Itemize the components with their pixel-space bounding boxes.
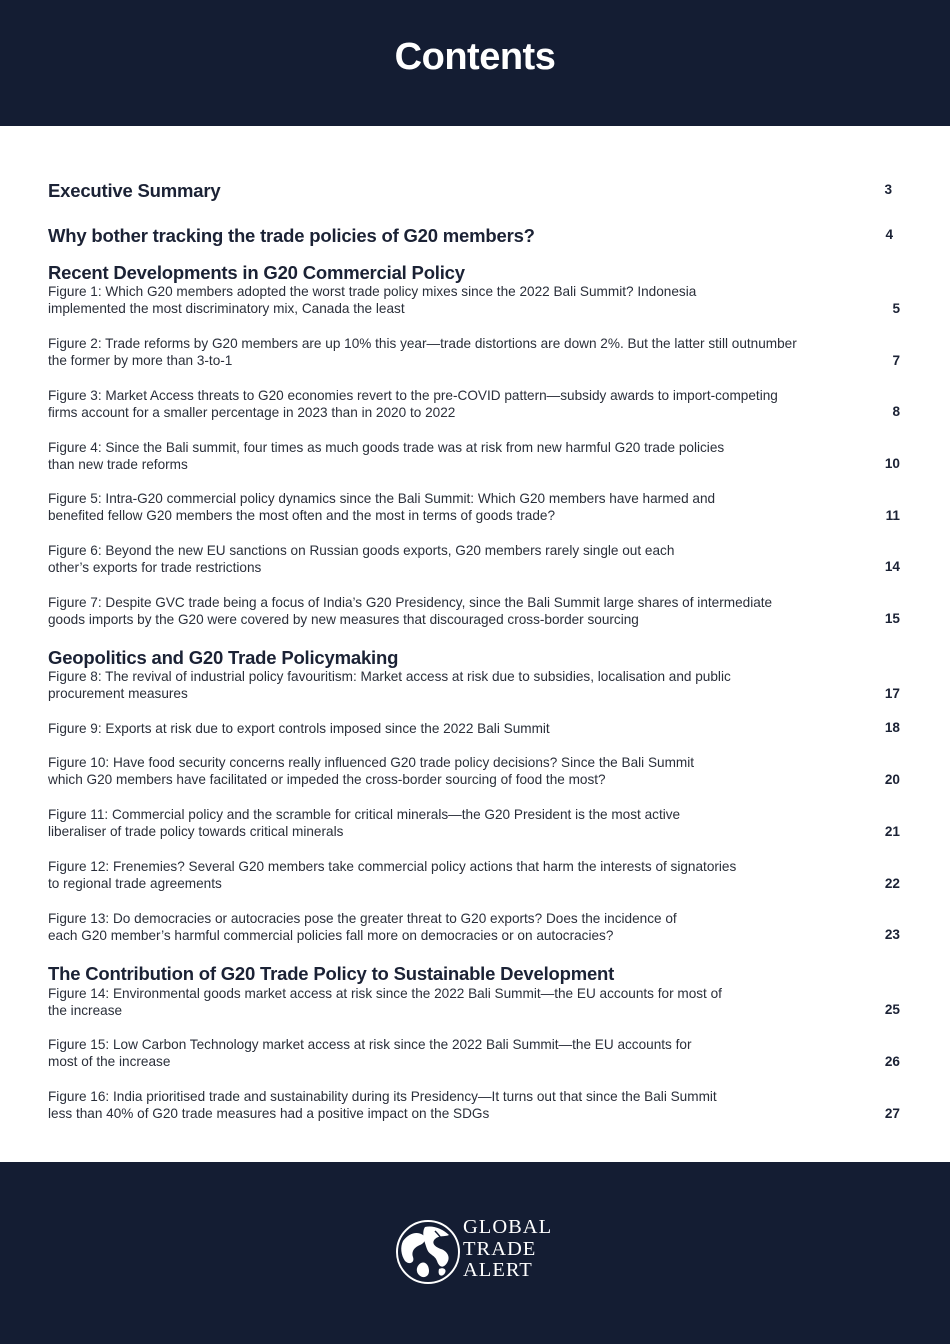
page-number: 27 [884, 1106, 900, 1121]
toc-section-recent-developments [48, 262, 900, 284]
page-title: Contents [394, 35, 556, 78]
figure-title: Figure 8: The revival of industrial policy favouritism: Market access at risk due to subsidies, localisation and public procurement measures [48, 669, 731, 702]
figure-title: Figure 14: Environmental goods market access at risk since the 2022 Bali Summit—the EU accounts for most of the increase [48, 986, 722, 1019]
toc-figure-entry[interactable] [48, 754, 900, 789]
page-number: 4 [885, 227, 893, 242]
logo-wordmark [463, 1217, 552, 1282]
toc-figure-entry[interactable] [48, 858, 900, 893]
toc-entry-why-bother[interactable] [48, 225, 900, 247]
page-number: 21 [884, 824, 900, 839]
figure-title: Figure 12: Frenemies? Several G20 members take commercial policy actions that harm the interests of signatories to regional trade agreements [48, 859, 737, 892]
page-number: 23 [884, 927, 900, 942]
toc-figure-entry[interactable] [48, 542, 900, 577]
page-number: 7 [892, 353, 900, 368]
figure-title: Figure 5: Intra-G20 commercial policy dynamics since the Bali Summit: Which G20 members have harmed and benefited fellow G20 members the most often and the most in terms of goods trade? [48, 491, 716, 524]
page-number: 17 [884, 686, 900, 701]
page-number: 5 [892, 301, 900, 316]
figure-title: Figure 6: Beyond the new EU sanctions on Russian goods exports, G20 members rarely single out each other’s exports for trade restrictions [48, 543, 675, 576]
toc-figure-entry[interactable] [48, 283, 900, 318]
toc-figure-entry[interactable] [48, 985, 900, 1020]
toc-figure-entry[interactable] [48, 1036, 900, 1071]
page-number: 15 [884, 611, 900, 626]
figure-title: Figure 9: Exports at risk due to export controls imposed since the 2022 Bali Summit [48, 721, 550, 736]
figure-title: Figure 11: Commercial policy and the scramble for critical minerals—the G20 President is the most active liberaliser of trade policy towards critical minerals [48, 807, 681, 840]
toc-figure-entry[interactable] [48, 806, 900, 841]
toc-figure-entry[interactable] [48, 720, 900, 737]
page-number: 25 [884, 1002, 900, 1017]
figure-title: Figure 3: Market Access threats to G20 economies revert to the pre-COVID pattern—subsidy awards to import-competing firms account for a smaller percentage in 2023 than in 2020 to 2022 [48, 388, 778, 421]
header-banner [0, 0, 950, 126]
toc-heading: Executive Summary [48, 180, 221, 201]
toc-figure-entry[interactable] [48, 594, 900, 629]
page-number: 26 [884, 1054, 900, 1069]
page-number: 20 [884, 772, 900, 787]
section-heading: The Contribution of G20 Trade Policy to Sustainable Development [48, 963, 615, 984]
figure-title: Figure 4: Since the Bali summit, four times as much goods trade was at risk from new harmful G20 trade policies than new trade reforms [48, 440, 725, 473]
toc-section-geopolitics [48, 647, 900, 669]
logo-line: GLOBAL [463, 1216, 553, 1238]
toc-figure-entry[interactable] [48, 439, 900, 474]
toc-figure-entry[interactable] [48, 668, 900, 703]
page-number: 22 [884, 876, 900, 891]
toc-figure-entry[interactable] [48, 910, 900, 945]
toc-entry-executive-summary[interactable] [48, 180, 900, 202]
logo-line: ALERT [463, 1259, 533, 1281]
toc-figure-entry[interactable] [48, 335, 900, 370]
logo-line: TRADE [463, 1237, 537, 1260]
figure-title: Figure 7: Despite GVC trade being a focus of India’s G20 Presidency, since the Bali Summit large shares of intermediate goods imports by the G20 were covered by new measures that discouraged cross-border sourcing [48, 595, 773, 628]
section-heading: Geopolitics and G20 Trade Policymaking [48, 647, 399, 668]
figure-title: Figure 13: Do democracies or autocracies pose the greater threat to G20 exports? Does the incidence of each G20 member’s harmful commercial policies fall more on democracies or on autocracies? [48, 911, 677, 944]
figure-title: Figure 16: India prioritised trade and sustainability during its Presidency—It turns out that since the Bali Summit less than 40% of G20 trade measures had a positive impact on the SDGs [48, 1089, 717, 1122]
figure-title: Figure 10: Have food security concerns really influenced G20 trade policy decisions? Since the Bali Summit which G20 members have facilitated or impeded the cross-border sourcing of food the most? [48, 755, 695, 788]
toc-section-sustainable-development [48, 963, 900, 985]
toc-figure-entry[interactable] [48, 490, 900, 525]
figure-title: Figure 1: Which G20 members adopted the worst trade policy mixes since the 2022 Bali Summit? Indonesia implemented the most discriminatory mix, Canada the least [48, 284, 697, 317]
toc-figure-entry[interactable] [48, 387, 900, 422]
section-heading: Recent Developments in G20 Commercial Policy [48, 262, 465, 283]
globe-icon [395, 1219, 461, 1285]
page-number: 10 [884, 456, 900, 471]
toc-heading: Why bother tracking the trade policies of G20 members? [48, 225, 535, 246]
global-trade-alert-logo [395, 1217, 560, 1287]
toc-figure-entry[interactable] [48, 1088, 900, 1123]
page-number: 14 [884, 559, 900, 574]
figure-title: Figure 2: Trade reforms by G20 members are up 10% this year—trade distortions are down 2%. But the latter still outnumber the former by more than 3-to-1 [48, 336, 797, 369]
figure-title: Figure 15: Low Carbon Technology market access at risk since the 2022 Bali Summit—the EU accounts for most of the increase [48, 1037, 692, 1070]
page-number: 11 [885, 508, 900, 523]
page-number: 8 [892, 404, 900, 419]
page-number: 18 [884, 720, 900, 735]
page-number: 3 [884, 182, 892, 197]
